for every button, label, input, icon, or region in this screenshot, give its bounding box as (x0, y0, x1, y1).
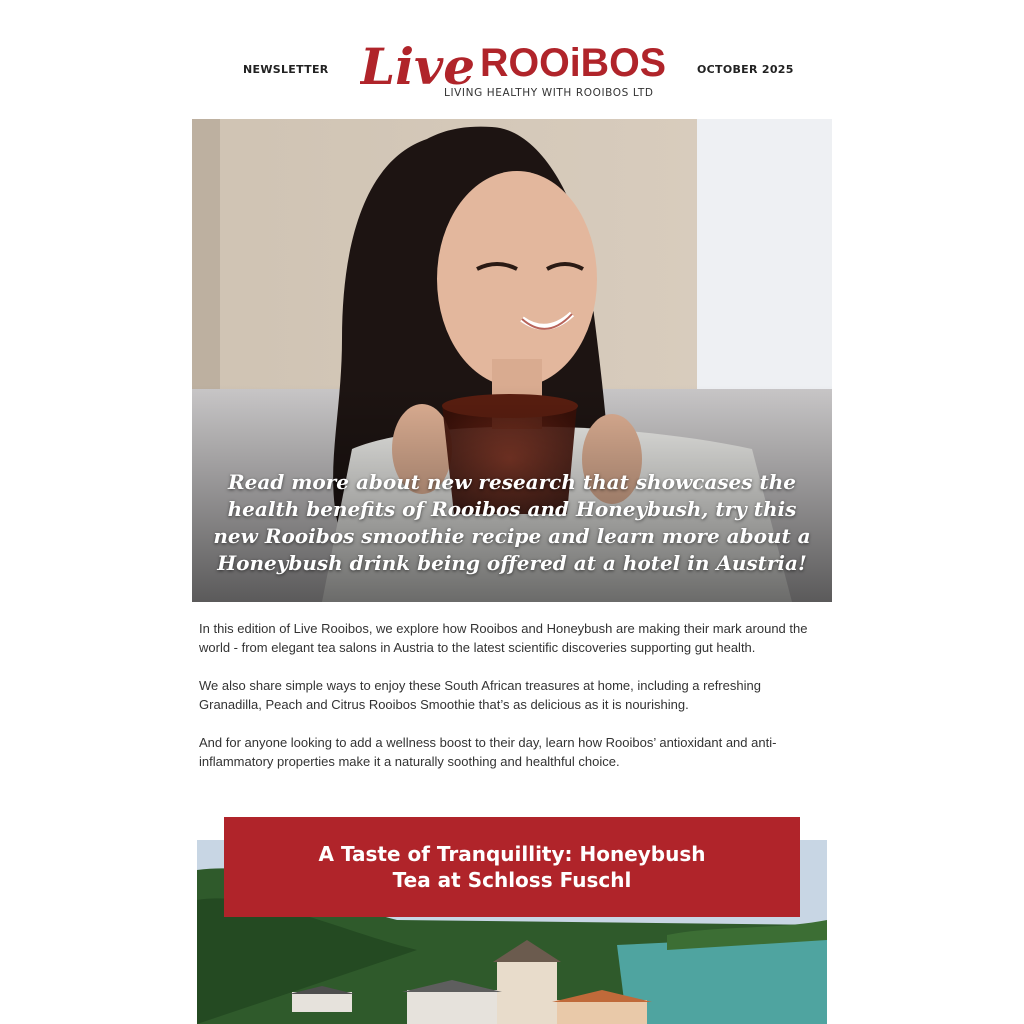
logo-block-text: ROOiBOS (480, 41, 666, 85)
tagline: LIVING HEALTHY WITH ROOIBOS LTD (444, 87, 654, 99)
logo-script-text: Live (360, 37, 476, 90)
newsletter-label: NEWSLETTER (243, 63, 329, 76)
intro-paragraph: We also share simple ways to enjoy these South African treasures at home, including a refreshing Granadilla, Peach and Citrus Rooibos Smoothie that’s as delicious as it is nourishing. (199, 678, 761, 712)
feature-title: A Taste of Tranquillity: Honeybush Tea at Schloss Fuschl (318, 842, 706, 892)
feature-title-banner[interactable] (224, 817, 800, 917)
hero-image[interactable] (192, 119, 832, 602)
intro-paragraph: In this edition of Live Rooibos, we explore how Rooibos and Honeybush are making their mark around the world - from elegant tea salons in Austria to the latest scientific discoveries supporting gut health. (199, 621, 808, 655)
hero-caption: Read more about new research that showcases the health benefits of Rooibos and Honeybush, try this new Rooibos smoothie recipe and learn more about a Honeybush drink being offered at a hotel in Austria! (213, 470, 811, 575)
newsletter-header (192, 30, 832, 110)
issue-date: OCTOBER 2025 (697, 63, 794, 76)
intro-paragraph: And for anyone looking to add a wellness boost to their day, learn how Rooibos’ antioxidant and anti-inflammatory properties make it a naturally soothing and healthful choice. (199, 735, 777, 769)
intro-section (199, 619, 819, 790)
